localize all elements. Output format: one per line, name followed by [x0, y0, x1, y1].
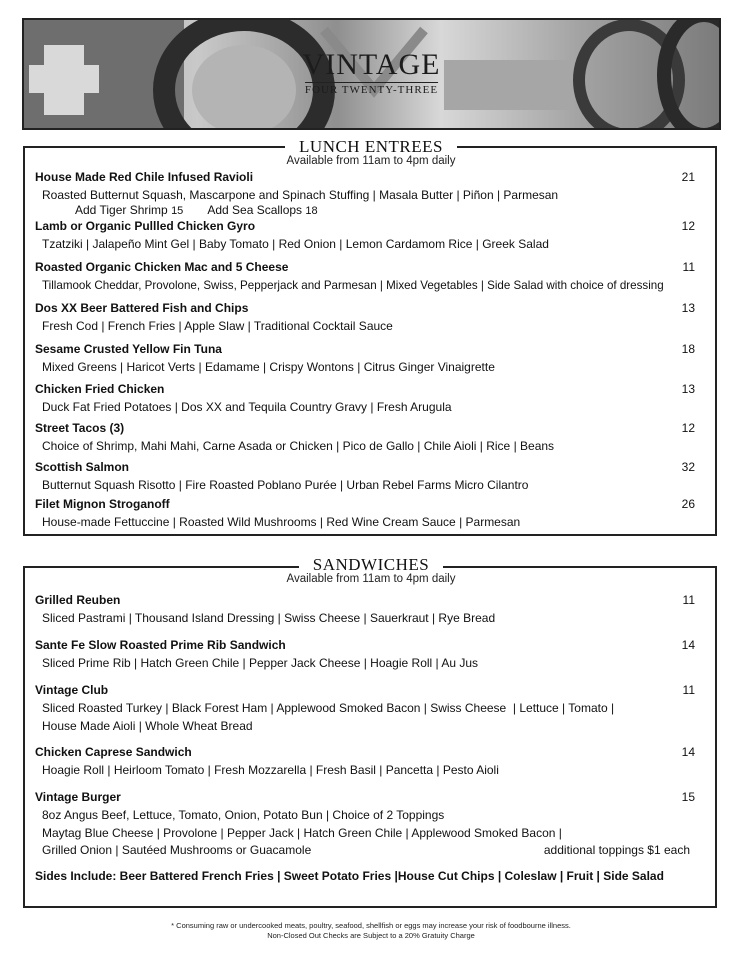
item-description: 8oz Angus Beef, Lettuce, Tomato, Onion, Potato Bun | Choice of 2 Toppings: [42, 808, 445, 822]
lunch-availability: Available from 11am to 4pm daily: [286, 155, 456, 167]
item-price: 11: [682, 593, 695, 607]
item-price: 14: [681, 745, 695, 759]
item-description: Butternut Squash Risotto | Fire Roasted Poblano Purée | Urban Rebel Farms Micro Cilantro: [42, 478, 529, 492]
item-price: 11: [682, 683, 695, 697]
item-description: Choice of Shrimp, Mahi Mahi, Carne Asada or Chicken | Pico de Gallo | Chile Aioli | Rice | Beans: [42, 439, 555, 453]
item-addons: Add Tiger Shrimp 15 Add Sea Scallops 18: [75, 203, 318, 217]
item-name: Grilled Reuben: [35, 593, 121, 607]
menu-item: [35, 260, 695, 295]
item-name: Dos XX Beer Battered Fish and Chips: [35, 301, 249, 315]
item-description: Hoagie Roll | Heirloom Tomato | Fresh Mozzarella | Fresh Basil | Pancetta | Pesto Aioli: [42, 763, 499, 777]
item-price: 12: [681, 219, 695, 233]
item-price: 21: [681, 170, 695, 184]
menu-item: [35, 219, 695, 254]
menu-item: [35, 421, 695, 456]
lunch-section-title: LUNCH ENTREES: [0, 137, 742, 157]
item-price: 12: [681, 421, 695, 435]
item-name: Sesame Crusted Yellow Fin Tuna: [35, 342, 222, 356]
menu-item: [35, 460, 695, 495]
brand-logo: [303, 50, 441, 98]
item-price: 32: [681, 460, 695, 474]
item-description: Sliced Roasted Turkey | Black Forest Ham | Applewood Smoked Bacon | Swiss Cheese | Lettuce | Tomato |: [42, 701, 615, 715]
brand-name: VINTAGE: [302, 48, 441, 81]
item-name: Lamb or Organic Pullled Chicken Gyro: [35, 219, 256, 233]
item-description: Sliced Pastrami | Thousand Island Dressing | Swiss Cheese | Sauerkraut | Rye Bread: [42, 611, 496, 625]
item-description-cont: Maytag Blue Cheese | Provolone | Pepper Jack | Hatch Green Chile | Applewood Smoked Bacon |: [42, 825, 562, 840]
item-description: Tzatziki | Jalapeño Mint Gel | Baby Tomato | Red Onion | Lemon Cardamom Rice | Greek Salad: [42, 237, 549, 251]
footer-gratuity: Non-Closed Out Checks are Subject to a 20% Gratuity Charge: [267, 931, 475, 940]
item-name: Chicken Caprese Sandwich: [35, 745, 192, 759]
item-description: Fresh Cod | French Fries | Apple Slaw | Traditional Cocktail Sauce: [42, 319, 393, 333]
item-name: House Made Red Chile Infused Ravioli: [35, 170, 254, 184]
item-price: 11: [682, 260, 695, 274]
item-description: House-made Fettuccine | Roasted Wild Mushrooms | Red Wine Cream Sauce | Parmesan: [42, 515, 521, 529]
sandwiches-section-title: SANDWICHES: [0, 555, 742, 575]
menu-item: [35, 170, 695, 219]
item-price: 13: [681, 382, 695, 396]
menu-item: [35, 683, 695, 735]
item-price: 15: [681, 790, 695, 804]
item-description-cont: House Made Aioli | Whole Wheat Bread: [42, 718, 253, 733]
header-photo: [22, 18, 721, 130]
footer-disclaimer: * Consuming raw or undercooked meats, poultry, seafood, shellfish or eggs may increase your risk of foodbourne illness.: [171, 921, 571, 930]
menu-item: [35, 497, 695, 532]
menu-item: [35, 382, 695, 417]
item-name: Sante Fe Slow Roasted Prime Rib Sandwich: [35, 638, 286, 652]
item-price: 13: [681, 301, 695, 315]
item-description: Sliced Prime Rib | Hatch Green Chile | Pepper Jack Cheese | Hoagie Roll | Au Jus: [42, 656, 479, 670]
menu-item: [35, 790, 695, 860]
item-description: Mixed Greens | Haricot Verts | Edamame | Crispy Wontons | Citrus Ginger Vinaigrette: [42, 360, 495, 374]
item-price: 14: [681, 638, 695, 652]
toppings-note: additional toppings $1 each: [543, 843, 690, 857]
item-name: Chicken Fried Chicken: [35, 382, 165, 396]
sides-include: Sides Include: Beer Battered French Fries | Sweet Potato Fries |House Cut Chips | Coleslaw | Fruit | Side Salad: [35, 869, 664, 883]
menu-item: [35, 593, 695, 628]
sandwiches-availability: Available from 11am to 4pm daily: [286, 573, 456, 585]
item-name: Vintage Burger: [35, 790, 121, 804]
item-description: Roasted Butternut Squash, Mascarpone and Spinach Stuffing | Masala Butter | Piñon | Parmesan: [42, 188, 559, 202]
menu-item: [35, 301, 695, 336]
menu-item: [35, 342, 695, 377]
item-description: Tillamook Cheddar, Provolone, Swiss, Pepperjack and Parmesan | Mixed Vegetables | Side Salad with choice of dressing: [42, 279, 664, 292]
item-name: Vintage Club: [35, 683, 109, 697]
item-name: Roasted Organic Chicken Mac and 5 Cheese: [35, 260, 289, 274]
item-price: 18: [681, 342, 695, 356]
item-description-cont: Grilled Onion | Sautéed Mushrooms or Guacamole additional toppings $1 each: [35, 842, 695, 860]
menu-item: [35, 745, 695, 780]
item-description: Duck Fat Fried Potatoes | Dos XX and Tequila Country Gravy | Fresh Arugula: [42, 400, 452, 414]
item-name: Street Tacos (3): [35, 421, 125, 435]
brand-tagline: FOUR TWENTY-THREE: [304, 84, 439, 96]
item-name: Filet Mignon Stroganoff: [35, 497, 170, 511]
item-price: 26: [681, 497, 695, 511]
item-name: Scottish Salmon: [35, 460, 130, 474]
menu-item: [35, 638, 695, 673]
